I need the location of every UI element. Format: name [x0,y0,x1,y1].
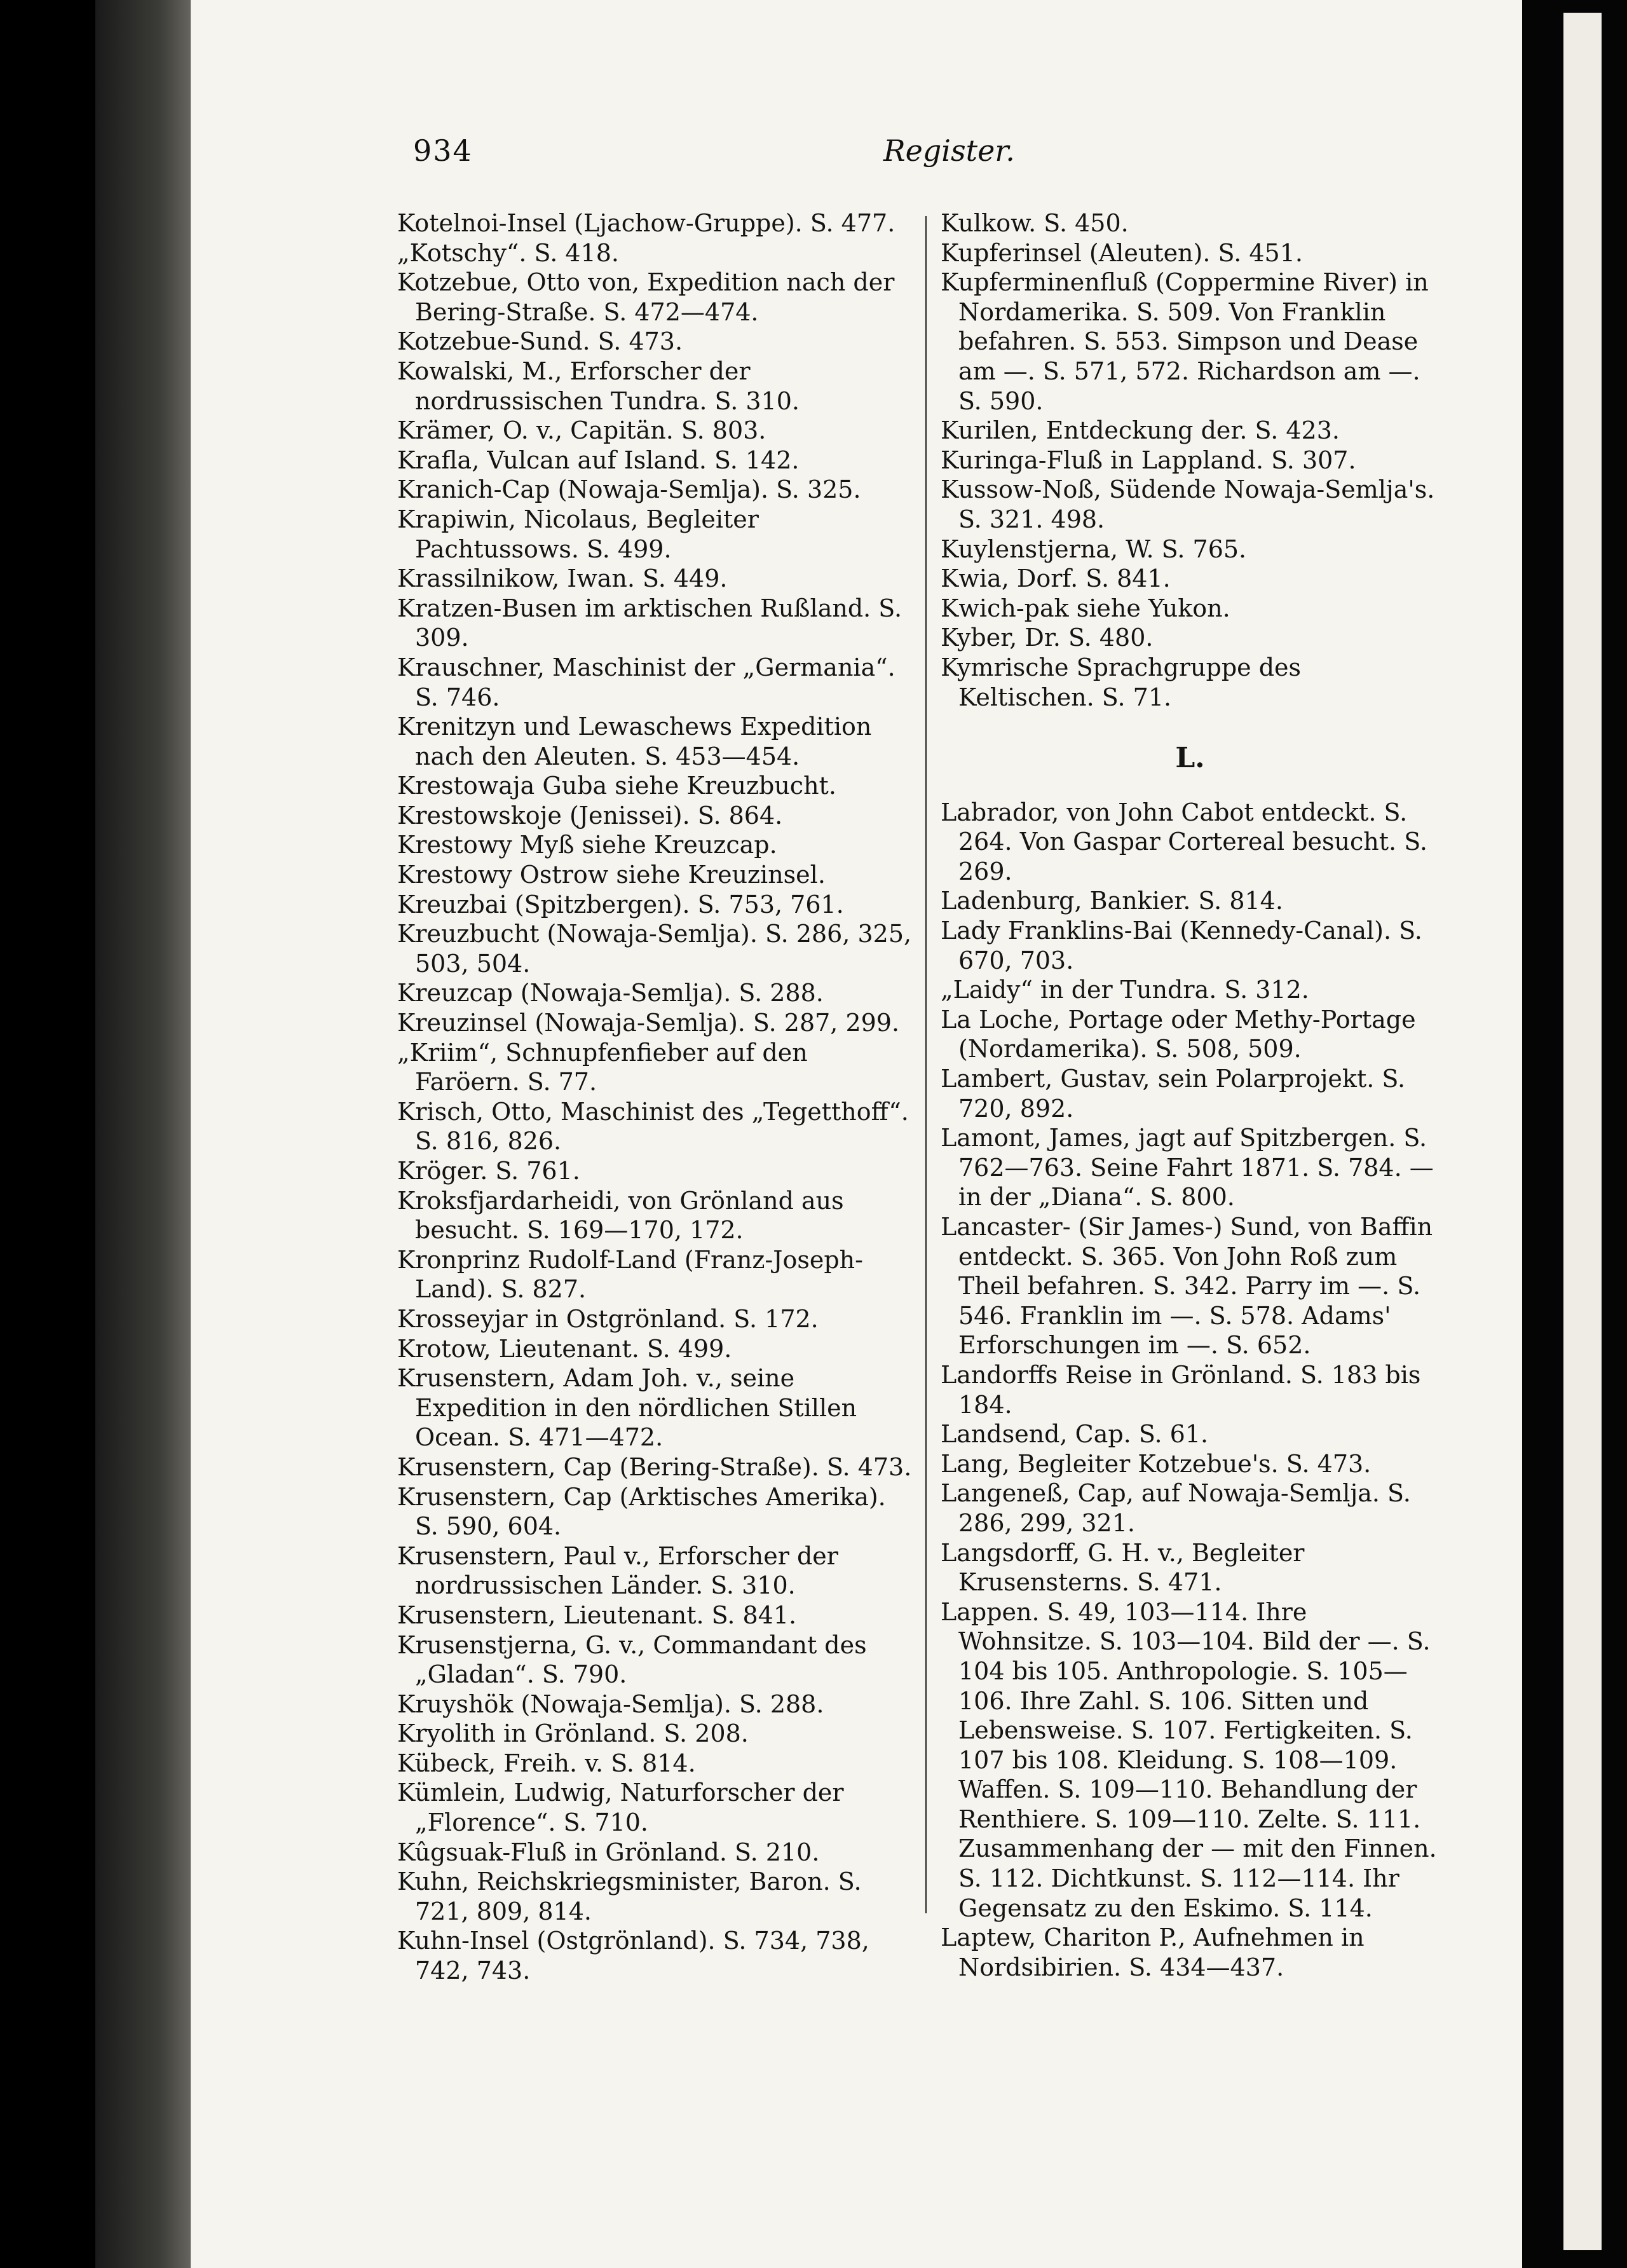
index-entry: Kymrische Sprachgruppe des Keltischen. S. 71. [941,653,1302,711]
index-entry: Krosseyjar in Ostgrönland. S. 172. [397,1304,819,1333]
index-entry: Krafla, Vulcan auf Island. S. 142. [397,446,800,474]
index-entry: Krusenstjerna, G. v., Commandant des „Gladan“. S. 790. [397,1630,867,1689]
index-entry: Landsend, Cap. S. 61. [941,1420,1209,1449]
index-entry: Kulkow. S. 450. [941,209,1129,237]
index-entry: Krusenstern, Cap (Arktisches Amerika). S. 590, 604. [397,1482,886,1541]
facing-page-edge [1563,13,1602,2250]
running-head: Register. [883,133,1015,168]
index-entry: Krapiwin, Nicolaus, Begleiter Pachtussows. S. 499. [397,505,759,563]
index-column-right [941,208,1440,1982]
index-entry: Krusenstern, Paul v., Erforscher der nordrussischen Länder. S. 310. [397,1541,838,1600]
index-entry: Ladenburg, Bankier. S. 814. [941,887,1283,915]
index-entry: Krestowy Myß siehe Kreuzcap. [397,831,777,859]
index-entry: Kupferinsel (Aleuten). S. 451. [941,238,1303,267]
index-entry: Kotzebue-Sund. S. 473. [397,327,683,356]
index-entry: Kussow-Noß, Südende Nowaja-Semlja's. S. 321. 498. [941,475,1435,533]
index-entry: Kübeck, Freih. v. S. 814. [397,1749,696,1777]
index-entry: Kupferminenfluß (Coppermine River) in Nordamerika. S. 509. Von Franklin befahren. S. 553. Simpson und Dease am —. S. 571, 572. Richardson am —. S. 590. [941,268,1429,415]
index-entry: Kuringa-Fluß in Lappland. S. 307. [941,446,1356,474]
index-entry: Kwia, Dorf. S. 841. [941,564,1171,593]
index-entry: Kreuzinsel (Nowaja-Semlja). S. 287, 299. [397,1009,900,1037]
index-entry: Kroksfjardarheidi, von Grönland aus besucht. S. 169—170, 172. [397,1186,844,1245]
index-entry: Krassilnikow, Iwan. S. 449. [397,564,728,593]
index-entry: Krusenstern, Adam Joh. v., seine Expedition in den nördlichen Stillen Ocean. S. 471—472. [397,1364,857,1452]
index-entry: Kranich-Cap (Nowaja-Semlja). S. 325. [397,475,861,504]
index-entry: Kyber, Dr. S. 480. [941,624,1154,652]
index-entry: Lady Franklins-Bai (Kennedy-Canal). S. 670, 703. [941,917,1422,974]
page-number: 934 [413,133,473,168]
index-entry: Lancaster- (Sir James-) Sund, von Baffin entdeckt. S. 365. Von John Roß zum Theil befahren. S. 342. Parry im —. S. 546. Franklin im —. S. 578. Adams' Erforschungen im —. S. 652. [941,1213,1433,1360]
index-entry: La Loche, Portage oder Methy-Portage (Nordamerika). S. 508, 509. [941,1005,1416,1063]
index-entry: Kûgsuak-Fluß in Grönland. S. 210. [397,1838,820,1866]
index-entry: Kowalski, M., Erforscher der nordrussischen Tundra. S. 310. [397,357,800,415]
index-entry: Krestowskoje (Jenissei). S. 864. [397,801,783,830]
index-entry: Krusenstern, Cap (Bering-Straße). S. 473. [397,1452,912,1481]
index-entry: Kreuzcap (Nowaja-Semlja). S. 288. [397,979,824,1008]
section-letter-heading: L. [1175,742,1205,775]
index-entry: Labrador, von John Cabot entdeckt. S. 264. Von Gaspar Cortereal besucht. S. 269. [941,798,1427,885]
index-entry: Kruyshök (Nowaja-Semlja). S. 288. [397,1690,824,1718]
index-entry: Kuhn, Reichskriegsminister, Baron. S. 721, 809, 814. [397,1868,862,1925]
index-entry: „Laidy“ in der Tundra. S. 312. [941,976,1309,1004]
index-entry: Lamont, James, jagt auf Spitzbergen. S. 762—763. Seine Fahrt 1871. S. 784. — in der „Diana“. S. 800. [941,1124,1434,1212]
index-entry: Landorffs Reise in Grönland. S. 183 bis 184. [941,1360,1421,1419]
index-entry: Lang, Begleiter Kotzebue's. S. 473. [941,1449,1372,1478]
index-entry: „Kotschy“. S. 418. [397,238,619,267]
index-entry: Krisch, Otto, Maschinist des „Tegetthoff“. S. 816, 826. [397,1097,909,1156]
index-entry: Kuhn-Insel (Ostgrönland). S. 734, 738, 742, 743. [397,1927,869,1985]
index-entry: „Kriim“, Schnupfenfieber auf den Faröern. S. 77. [397,1038,808,1096]
index-entry: Langsdorff, G. H. v., Begleiter Krusensterns. S. 471. [941,1538,1305,1597]
index-entry: Kwich-pak siehe Yukon. [941,594,1230,622]
index-entry: Krämer, O. v., Capitän. S. 803. [397,416,766,445]
index-entry: Kotelnoi-Insel (Ljachow-Gruppe). S. 477. [397,209,895,237]
index-entry: Kryolith in Grönland. S. 208. [397,1719,749,1748]
index-entry: Lappen. S. 49, 103—114. Ihre Wohnsitze. S. 103—104. Bild der —. S. 104 bis 105. Anthropologie. S. 105—106. Ihre Zahl. S. 106. Sitten und Lebensweise. S. 107. Fertigkeiten. S. 107 bis 108. Kleidung. S. 108—109. Waffen. S. 109—110. Behandlung der Renthiere. S. 109—110. Zelte. S. 111. Zusammenhang der — mit den Finnen. S. 112. Dichtkunst. S. 112—114. Ihr Gegensatz zu den Eskimo. S. 114. [941,1597,1437,1922]
index-entry: Kronprinz Rudolf-Land (Franz-Joseph-Land). S. 827. [397,1245,863,1304]
index-entry: Kreuzbai (Spitzbergen). S. 753, 761. [397,890,844,919]
index-column-left [397,208,915,1986]
index-entry: Lambert, Gustav, sein Polarprojekt. S. 720, 892. [941,1065,1406,1123]
index-entry: Krestowy Ostrow siehe Kreuzinsel. [397,861,826,889]
index-entry: Krauschner, Maschinist der „Germania“. S. 746. [397,653,895,711]
index-entry: Krusenstern, Lieutenant. S. 841. [397,1601,797,1629]
index-entry: Krestowaja Guba siehe Kreuzbucht. [397,772,836,800]
index-entry: Krotow, Lieutenant. S. 499. [397,1334,732,1363]
index-entry: Langeneß, Cap, auf Nowaja-Semlja. S. 286, 299, 321. [941,1479,1411,1537]
column-divider [925,216,927,1913]
index-entry: Kreuzbucht (Nowaja-Semlja). S. 286, 325, 503, 504. [397,920,912,978]
index-entry: Kratzen-Busen im arktischen Rußland. S. 309. [397,594,902,652]
index-entry: Kuylenstjerna, W. S. 765. [941,535,1247,563]
index-entry: Kröger. S. 761. [397,1157,580,1185]
index-entry: Laptew, Chariton P., Aufnehmen in Nordsibirien. S. 434—437. [941,1923,1365,1981]
index-entry: Krenitzyn und Lewaschews Expedition nach den Aleuten. S. 453—454. [397,713,872,770]
index-entry: Kotzebue, Otto von, Expedition nach der Bering-Straße. S. 472—474. [397,268,895,326]
index-entry: Kümlein, Ludwig, Naturforscher der „Florence“. S. 710. [397,1779,844,1837]
index-entry: Kurilen, Entdeckung der. S. 423. [941,416,1340,445]
